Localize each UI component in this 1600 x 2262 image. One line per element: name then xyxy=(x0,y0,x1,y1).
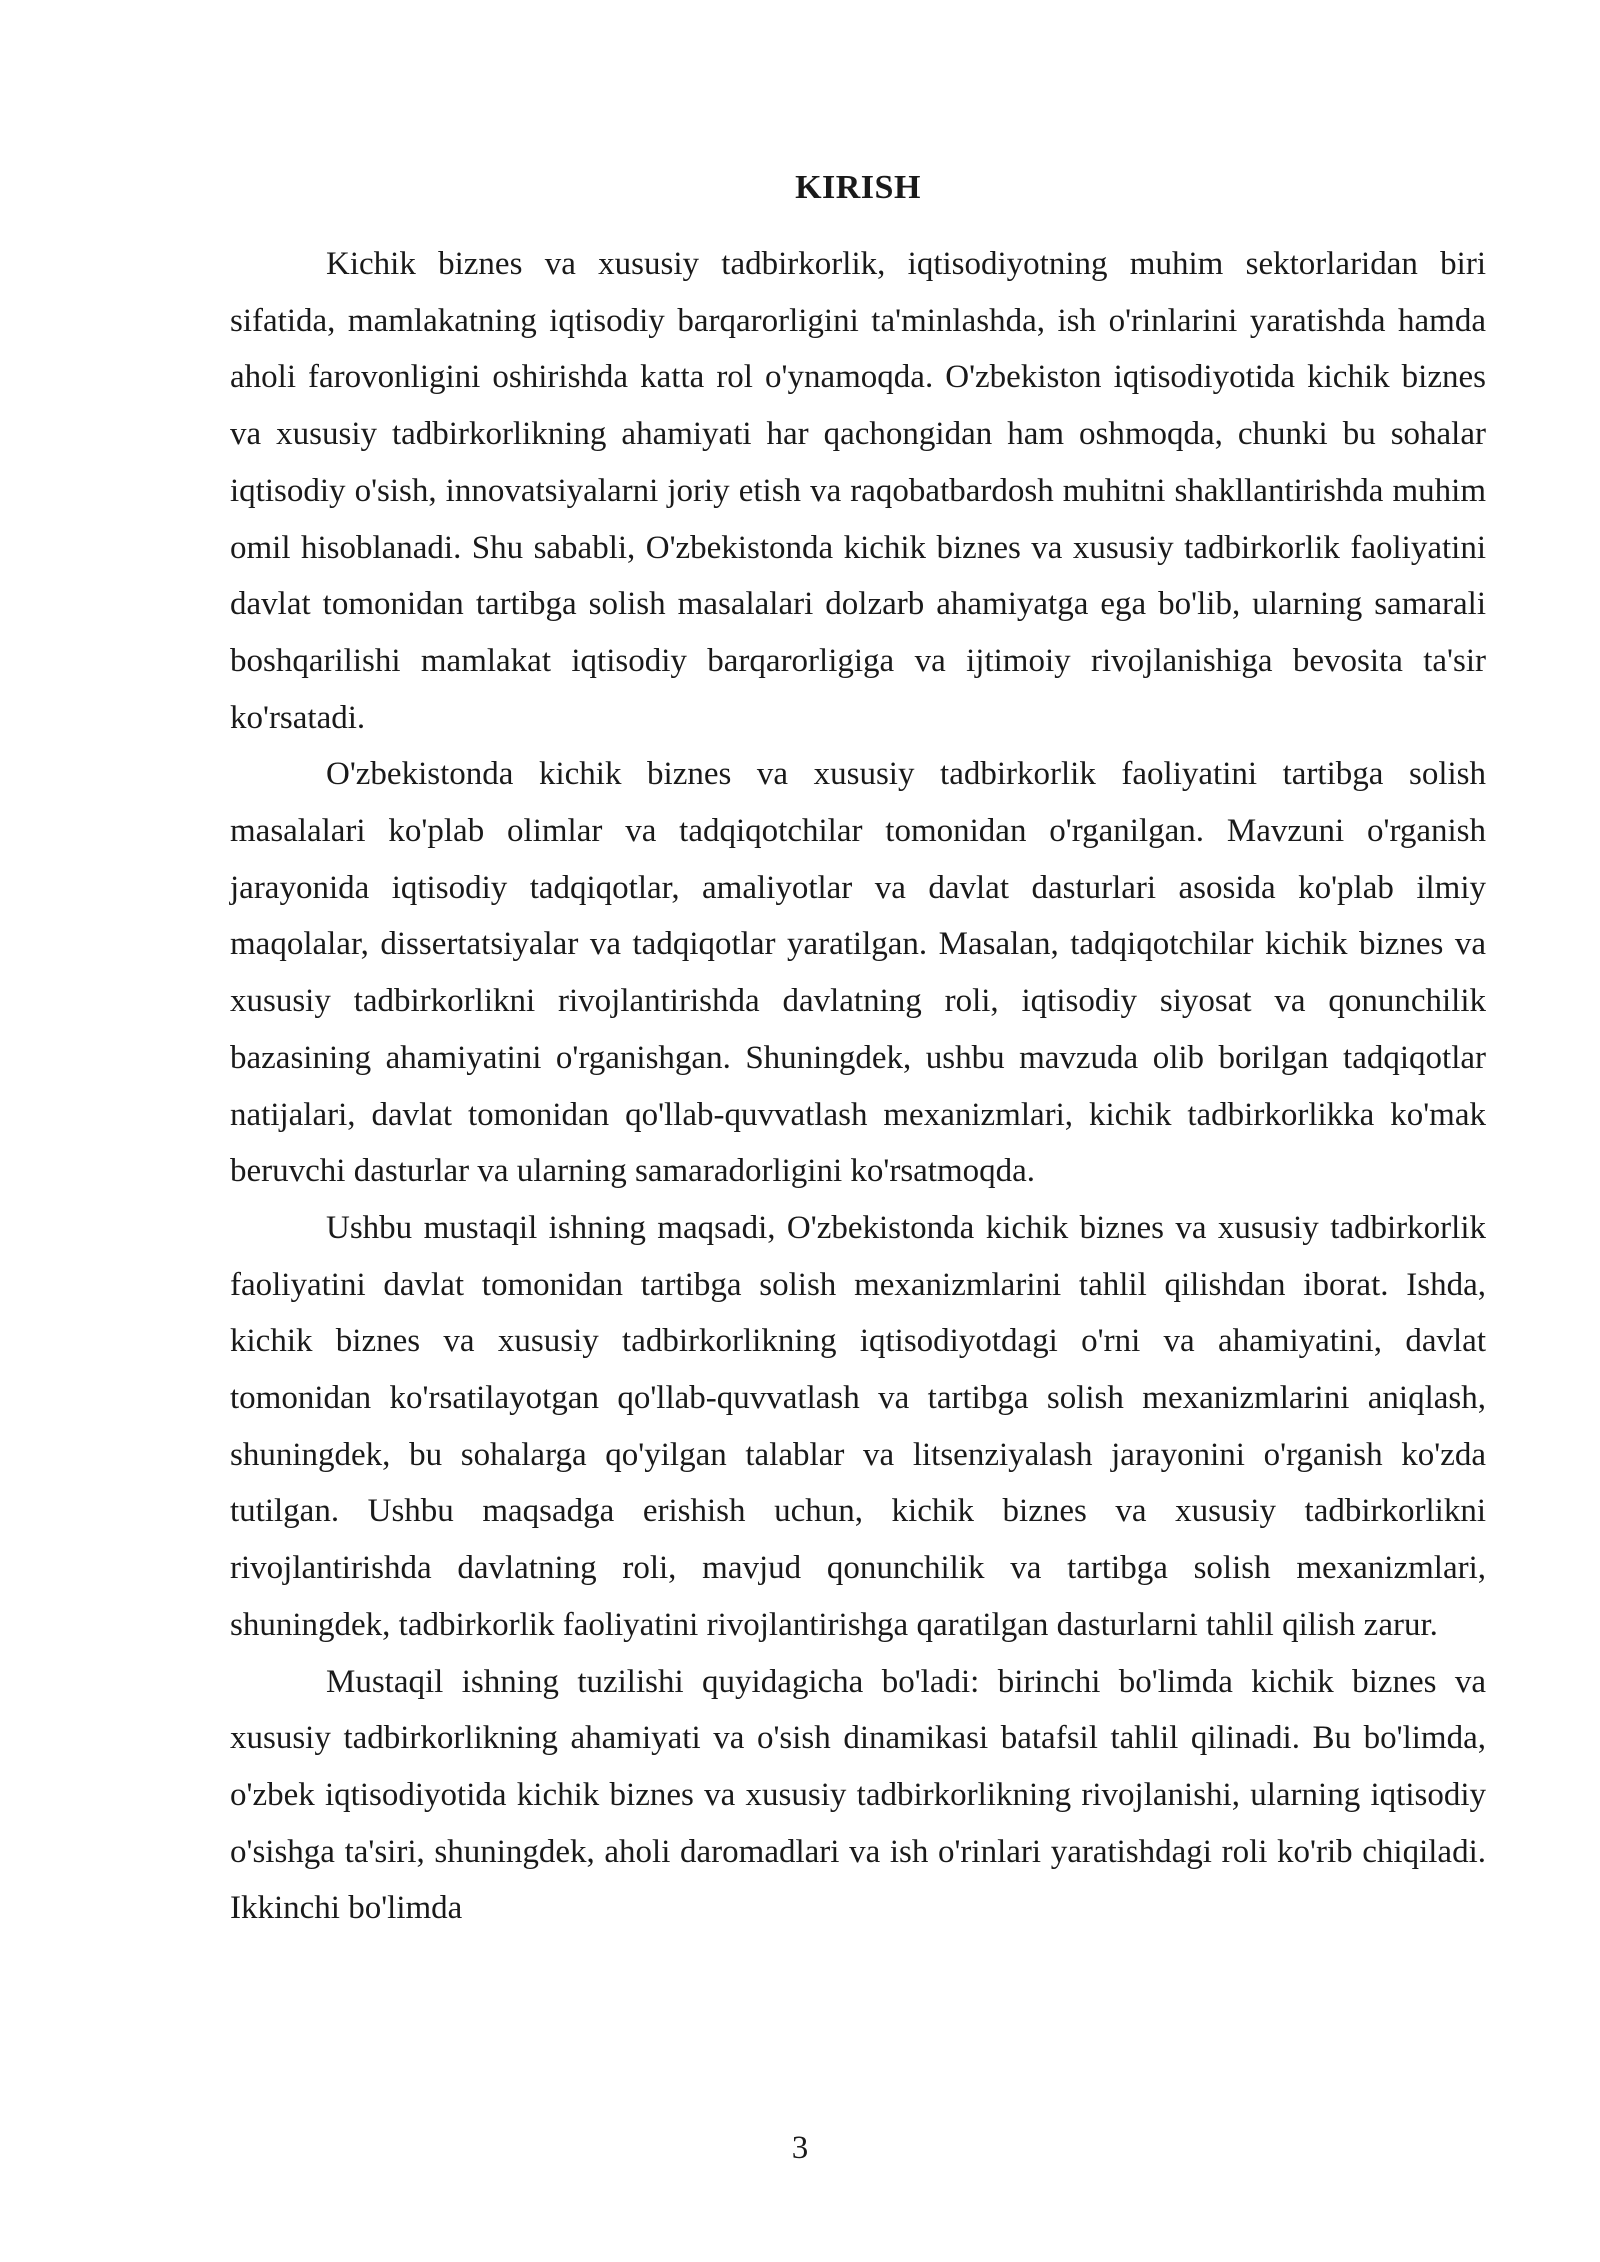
page-number: 3 xyxy=(791,2130,809,2166)
paragraph: Kichik biznes va xususiy tadbirkorlik, iqtisodiyotning muhim sektorlaridan biri sifatida, mamlakatning iqtisodiy barqarorligini ta'minlashda, ish o'rinlarini yaratishda hamda aholi farovonligini oshirishda katta rol o'ynamoqda. O'zbekiston iqtisodiyotida kichik biznes va xususiy tadbirkorlikning ahamiyati har qachongidan ham oshmoqda, chunki bu sohalar iqtisodiy o'sish, innovatsiyalarni joriy etish va raqobatbardosh muhitni shakllantirishda muhim omil hisoblanadi. Shu sababli, O'zbekistonda kichik biznes va xususiy tadbirkorlik faoliyatini davlat tomonidan tartibga solish masalalari dolzarb ahamiyatga ega bo'lib, ularning samarali boshqarilishi mamlakat iqtisodiy barqarorligiga va ijtimoiy rivojlanishiga bevosita ta'sir ko'rsatadi. xyxy=(230,246,1486,736)
paragraph: Mustaqil ishning tuzilishi quyidagicha bo'ladi: birinchi bo'limda kichik biznes va xususiy tadbirkorlikning ahamiyati va o'sish dinamikasi batafsil tahlil qilinadi. Bu bo'limda, o'zbek iqtisodiyotida kichik biznes va xususiy tadbirkorlikning rivojlanishi, ularning iqtisodiy o'sishga ta'siri, shuningdek, aholi daromadlari va ish o'rinlari yaratishdagi roli ko'rib chiqiladi. Ikkinchi bo'limda xyxy=(230,1663,1486,1927)
paragraph: Ushbu mustaqil ishning maqsadi, O'zbekistonda kichik biznes va xususiy tadbirkorlik faoliyatini davlat tomonidan tartibga solish mexanizmlarini tahlil qilishdan iborat. Ishda, kichik biznes va xususiy tadbirkorlikning iqtisodiyotdagi o'rni va ahamiyatini, davlat tomonidan ko'rsatilayotgan qo'llab-quvvatlash va tartibga solish mexanizmlarini aniqlash, shuningdek, bu sohalarga qo'yilgan talablar va litsenziyalash jarayonini o'rganish ko'zda tutilgan. Ushbu maqsadga erishish uchun, kichik biznes va xususiy tadbirkorlikni rivojlantirishda davlatning roli, mavjud qonunchilik va tartibga solish mexanizmlari, shuningdek, tadbirkorlik faoliyatini rivojlantirishga qaratilgan dasturlarni tahlil qilish zarur. xyxy=(230,1209,1486,1643)
paragraph: O'zbekistonda kichik biznes va xususiy tadbirkorlik faoliyatini tartibga solish masalalari ko'plab olimlar va tadqiqotchilar tomonidan o'rganilgan. Mavzuni o'rganish jarayonida iqtisodiy tadqiqotlar, amaliyotlar va davlat dasturlari asosida ko'plab ilmiy maqolalar, dissertatsiyalar va tadqiqotlar yaratilgan. Masalan, tadqiqotchilar kichik biznes va xususiy tadbirkorlikni rivojlantirishda davlatning roli, iqtisodiy siyosat va qonunchilik bazasining ahamiyatini o'rganishgan. Shuningdek, ushbu mavzuda olib borilgan tadqiqotlar natijalari, davlat tomonidan qo'llab-quvvatlash mexanizmlari, kichik tadbirkorlikka ko'mak beruvchi dasturlar va ularning samaradorligini ko'rsatmoqda. xyxy=(230,756,1486,1190)
section-title: KIRISH xyxy=(795,169,921,206)
page-content xyxy=(230,160,1486,1937)
